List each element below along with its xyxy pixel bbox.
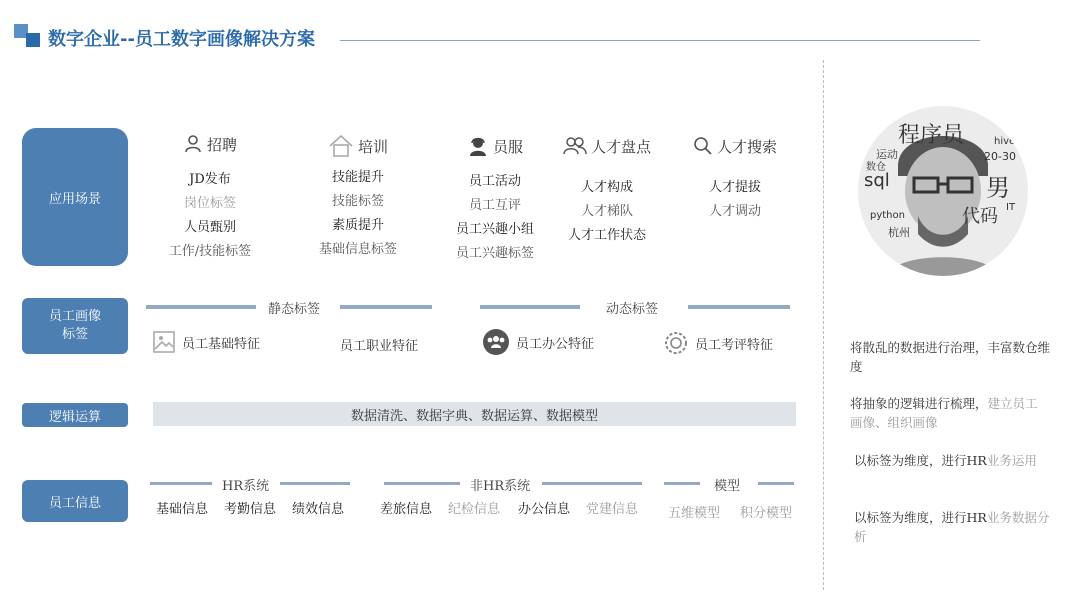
info-item: 考勤信息 [224, 502, 277, 517]
feature-career [340, 335, 418, 354]
page-title: 数字企业--员工数字画像解决方案 [48, 29, 315, 50]
scenario-item: 人员甄别 [183, 220, 236, 235]
scenario-item: 工作/技能标签 [168, 244, 252, 259]
feature-label: 员工职业特征 [340, 339, 419, 354]
note-text: 以标签为维度，进行HR [854, 510, 987, 525]
note-text: 以标签为维度，进行HR [854, 453, 987, 468]
scenario-item: 人才工作状态 [567, 228, 646, 243]
info-item: 差旅信息 [380, 502, 433, 517]
people-icon [563, 136, 587, 156]
scenario-talent-search-header [680, 134, 790, 158]
scenario-item: 技能标签 [331, 194, 384, 209]
scenario-talent-review-header [552, 134, 662, 158]
scenario-item: 素质提升 [331, 218, 384, 233]
wordcloud-word: python [870, 210, 905, 221]
note-2 [850, 394, 1050, 432]
gear-badge-icon [663, 330, 689, 356]
wordcloud-word: 杭州 [888, 226, 910, 239]
dynamic-tag-bar-right [688, 305, 790, 309]
scenario-item: 基础信息标签 [318, 242, 397, 257]
info-item: 办公信息 [518, 502, 571, 517]
note-4 [854, 508, 1054, 546]
note-text: 将抽象的逻辑进行梳理， [850, 396, 988, 411]
note-1 [850, 338, 1050, 376]
dynamic-tag-label: 动态标签 [606, 302, 659, 317]
static-tag-bar-left [146, 305, 256, 309]
scenario-title: 人才搜索 [716, 137, 777, 156]
scenario-item: 人才调动 [708, 204, 761, 219]
wordcloud-word: 数仓 [866, 162, 886, 173]
scenario-title: 人才盘点 [590, 137, 651, 156]
scenario-item: JD发布 [189, 172, 231, 187]
note-text-light: 建立员工画像、组织画像 [850, 396, 1038, 430]
hr-system-label: HR系统 [222, 479, 270, 494]
wordcloud-word: sql [864, 170, 890, 191]
wordcloud-word: 20-30 [984, 150, 1016, 163]
header-logo-square-dark [26, 33, 40, 47]
nonhr-bar-right [542, 482, 642, 485]
feature-office [482, 328, 594, 356]
scenario-item: 员工互评 [468, 198, 521, 213]
feature-label: 员工办公特征 [516, 336, 595, 352]
group-icon [482, 328, 510, 356]
feature-label: 员工考评特征 [695, 337, 774, 353]
scenario-item: 人才构成 [580, 180, 633, 195]
scenario-training-header [298, 134, 418, 158]
category-portrait-label: 员工画像标签 [48, 309, 101, 342]
category-info: 员工信息 [22, 480, 128, 522]
scenario-item: 员工兴趣标签 [455, 246, 534, 261]
scenario-item: 岗位标签 [183, 196, 236, 211]
model-label: 模型 [714, 479, 741, 494]
nonhr-bar-left [384, 482, 460, 485]
scenario-talent-review [552, 134, 662, 248]
info-item: 纪检信息 [448, 502, 501, 517]
scenario-talent-search [680, 134, 790, 224]
header-divider [340, 40, 980, 41]
scenario-recruit-header [150, 132, 270, 156]
category-logic: 逻辑运算 [22, 403, 128, 427]
static-tag-label: 静态标签 [268, 302, 321, 317]
scenario-employee-service [440, 134, 550, 266]
model-bar-right [758, 482, 794, 485]
hr-bar-right [280, 482, 350, 485]
scenario-recruit [150, 132, 270, 264]
feature-label: 员工基础特征 [182, 336, 261, 352]
note-3 [854, 451, 1054, 470]
service-agent-icon [467, 135, 489, 157]
scenario-title: 员服 [492, 137, 523, 156]
info-item: 党建信息 [586, 502, 639, 517]
info-item: 五维模型 [668, 506, 721, 521]
info-item: 基础信息 [156, 502, 209, 517]
note-text: 将散乱的数据进行治理，丰富数仓维度 [850, 340, 1051, 374]
scenario-item: 技能提升 [331, 170, 384, 185]
model-bar-left [664, 482, 700, 485]
category-scenes: 应用场景 [22, 128, 128, 266]
image-icon [152, 330, 176, 354]
wordcloud-word: IT [1006, 202, 1016, 213]
hr-bar-left [150, 482, 212, 485]
programmer-portrait-wordcloud [858, 106, 1028, 276]
scenario-title: 培训 [357, 137, 388, 156]
wordcloud-word: 程序员 [898, 123, 965, 148]
wordcloud-word: 男 [986, 174, 1010, 202]
feature-evaluation [663, 330, 773, 356]
scenario-service-header [440, 134, 550, 158]
category-portrait-tags [22, 298, 128, 354]
scenario-item: 员工活动 [468, 174, 521, 189]
dynamic-tag-bar-left [480, 305, 580, 309]
wordcloud-word: hive [994, 136, 1016, 147]
wordcloud-word: 运动 [876, 148, 898, 161]
search-person-icon [693, 136, 713, 156]
info-item: 积分模型 [740, 506, 793, 521]
scenario-item: 人才提拔 [708, 180, 761, 195]
scenario-title: 招聘 [206, 135, 237, 154]
info-item: 绩效信息 [292, 502, 345, 517]
nonhr-system-label: 非HR系统 [470, 479, 531, 494]
scenario-training [298, 134, 418, 262]
static-tag-bar-right [340, 305, 432, 309]
house-icon [328, 134, 354, 158]
note-text-light: 业务运用 [986, 453, 1037, 468]
person-icon [183, 134, 203, 154]
note-text-light: 业务数据分析 [854, 510, 1050, 544]
logic-operations-bar: 数据清洗、数据字典、数据运算、数据模型 [153, 402, 796, 426]
vertical-divider [823, 60, 824, 590]
wordcloud-word: 代码 [962, 206, 998, 227]
feature-basic [152, 330, 260, 354]
scenario-item: 人才梯队 [580, 204, 633, 219]
scenario-item: 员工兴趣小组 [455, 222, 534, 237]
